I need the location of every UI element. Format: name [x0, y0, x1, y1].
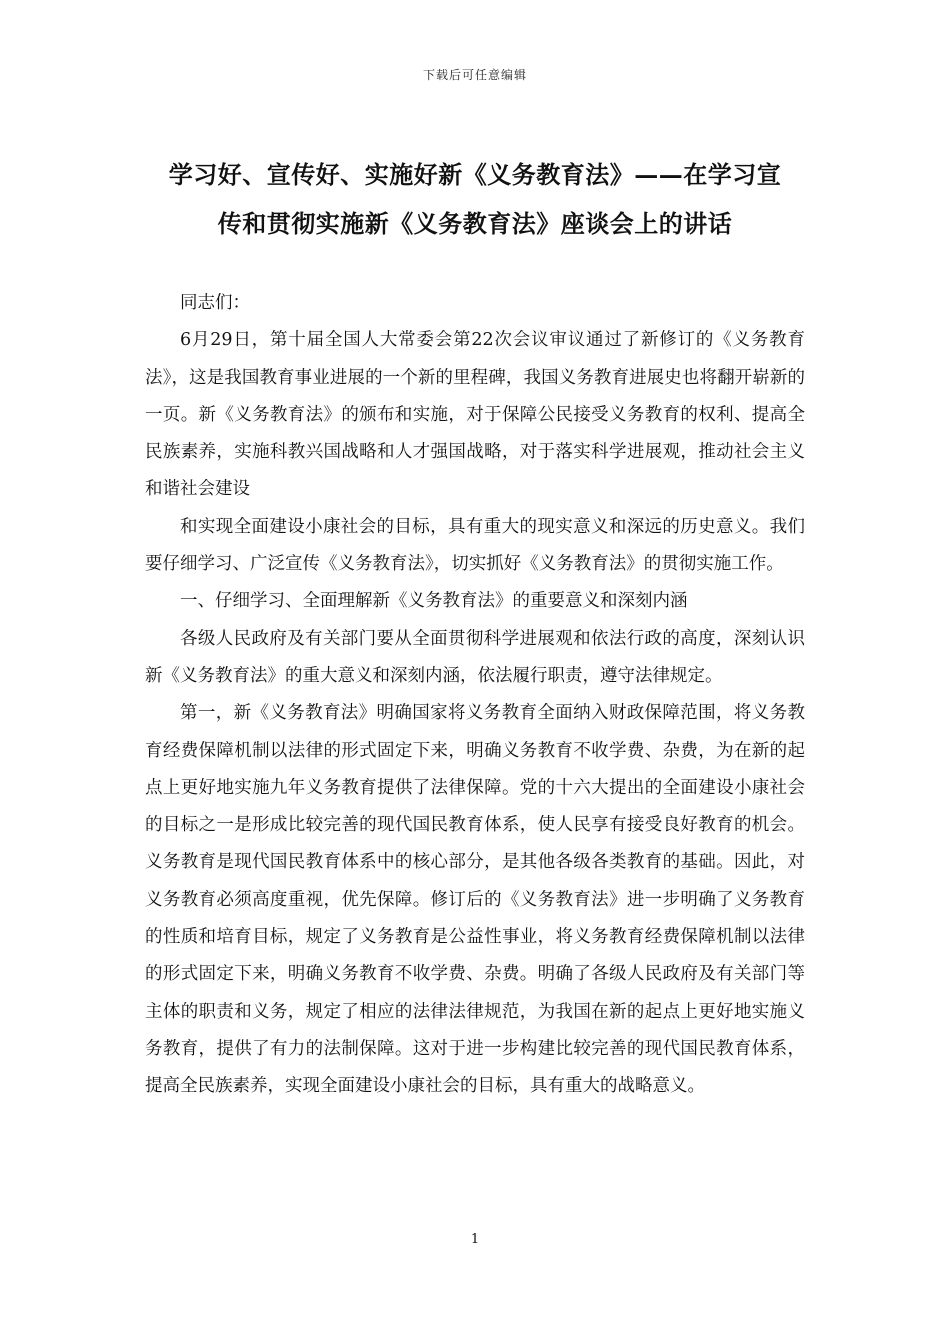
paragraph: 和实现全面建设小康社会的目标，具有重大的现实意义和深远的历史意义。我们要仔细学习、广泛宣传《义务教育法》，切实抓好《义务教育法》的贯彻实施工作。	[145, 516, 805, 575]
salutation: 同志们：	[180, 293, 250, 313]
header-note: 下载后可任意编辑	[422, 68, 527, 82]
page-number: 1	[470, 1232, 480, 1247]
paragraph: 各级人民政府及有关部门要从全面贯彻科学进展观和依法行政的高度，深刻认识新《义务教育法》的重大意义和深刻内涵，依法履行职责，遵守法律规定。	[145, 628, 805, 686]
paragraph: 第一，新《义务教育法》明确国家将义务教育全面纳入财政保障范围，将义务教育经费保障机制以法律的形式固定下来，明确义务教育不收学费、杂费，为在新的起点上更好地实施九年义务教育提供了法律保障。党的十六大提出的全面建设小康社会的目标之一是形成比较完善的现代国民教育体系，使人民享有接受良好教育的机会。义务教育是现代国民教育体系中的核心部分，是其他各级各类教育的基础。因此，对义务教育必须高度重视，优先保障。修订后的《义务教育法》进一步明确了义务教育的性质和培育目标，规定了义务教育是公益性事业，将义务教育经费保障机制以法律的形式固定下来，明确义务教育不收学费、杂费。明确了各级人民政府及有关部门等主体的职责和义务，规定了相应的法律法律规范，为我国在新的起点上更好地实施义务教育，提供了有力的法制保障。这对于进一步构建比较完善的现代国民教育体系，提高全民族素养，实现全面建设小康社会的目标，具有重大的战略意义。	[145, 703, 805, 1097]
title-line-2: 传和贯彻实施新《义务教育法》座谈会上的讲话	[217, 209, 733, 238]
paragraph: 6月29日，第十届全国人大常委会第22次会议审议通过了新修订的《义务教育法》，这是我国教育事业进展的一个新的里程碑，我国义务教育进展史也将翻开崭新的一页。新《义务教育法》的颁布和实施，对于保障公民接受义务教育的权利、提高全民族素养，实施科教兴国战略和人才强国战略，对于落实科学进展观，推动社会主义和谐社会建设	[145, 330, 805, 500]
section-heading: 一、仔细学习、全面理解新《义务教育法》的重要意义和深刻内涵	[180, 591, 688, 612]
document-body	[145, 285, 805, 1106]
title-line-1: 学习好、宣传好、实施好新《义务教育法》——在学习宣	[168, 160, 782, 189]
document-title	[145, 150, 805, 248]
